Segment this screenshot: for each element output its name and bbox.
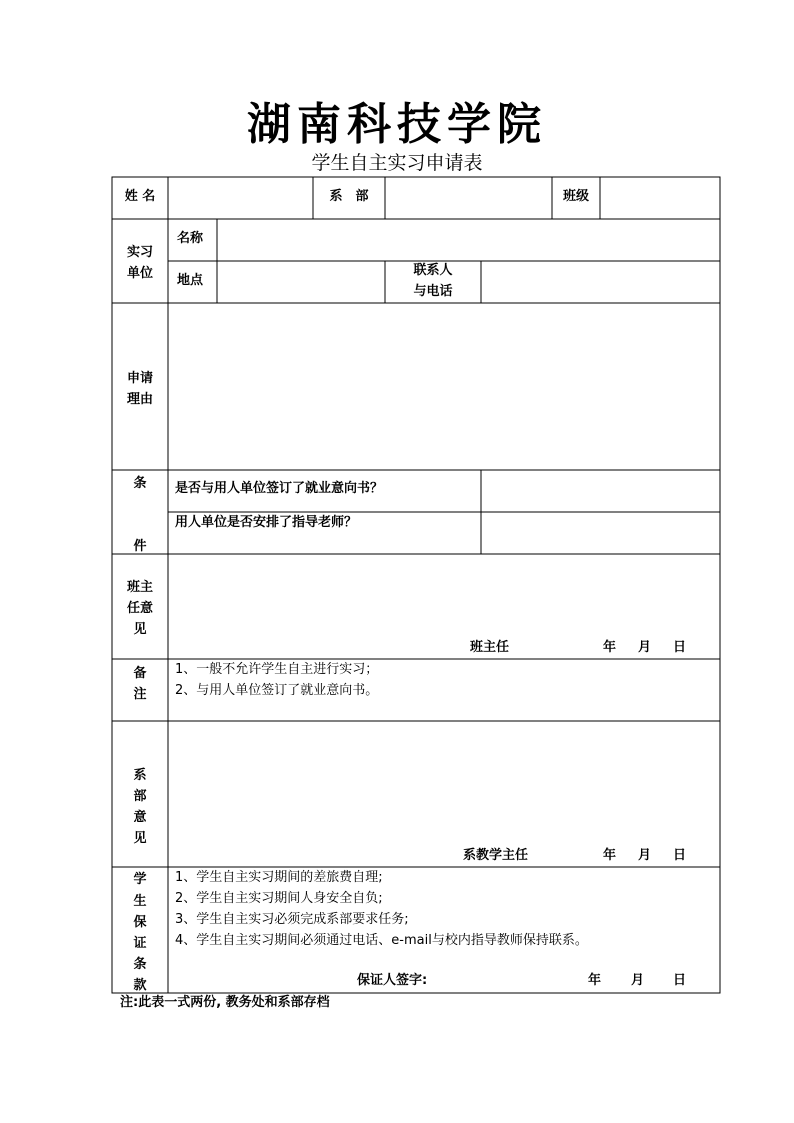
unit-location-label: 地点 [177,273,204,288]
remark-label-1: 备 [133,666,147,681]
guar-label-1: 学 [133,872,147,887]
guar-day-label: 日 [673,973,687,988]
dept-opinion-field[interactable] [169,722,719,842]
dept-field[interactable] [386,178,551,218]
class-label: 班级 [562,189,589,204]
remark-line-1: 1、一般不允许学生自主进行实习； [175,662,379,677]
teacher-sign-label: 班主任 [470,640,510,655]
footnote: 注:此表一式两份, 教务处和系部存档 [120,995,330,1010]
remark-label-2: 注 [133,687,147,702]
cond-question-1: 是否与用人单位签订了就业意向书？ [175,481,384,496]
guar-line-2: 2、学生自主实习期间人身安全自负; [175,891,383,906]
teacher-label-2: 任意 [126,601,153,616]
dept-op-label-2: 部 [133,789,147,804]
unit-label-2: 单位 [126,266,153,281]
name-label: 姓 名 [124,189,156,204]
unit-location-field[interactable] [218,262,384,302]
contact-label-1: 联系人 [413,263,453,278]
name-field[interactable] [169,178,312,218]
dept-day-label: 日 [673,848,687,863]
dept-year-label: 年 [603,848,617,863]
contact-field[interactable] [482,262,719,302]
guar-label-5: 条 [133,957,147,972]
cond-answer-1[interactable] [482,471,719,511]
dept-op-label-3: 意 [133,810,147,825]
teacher-opinion-field[interactable] [169,555,719,635]
dept-label: 系 部 [329,189,369,204]
teacher-day-label: 日 [673,640,687,655]
dept-month-label: 月 [638,848,652,863]
guar-sign-field[interactable] [440,968,570,990]
cond-label-2: 件 [133,539,147,554]
unit-name-field[interactable] [218,220,719,260]
guar-sign-label: 保证人签字: [357,973,428,988]
remark-line-2: 2、与用人单位签订了就业意向书。 [175,683,379,698]
guar-label-2: 生 [133,894,147,909]
form-title: 学生自主实习申请表 [311,152,483,174]
guar-label-3: 保 [133,915,147,930]
guar-year-label: 年 [588,973,602,988]
dept-op-label-4: 见 [133,831,147,846]
reason-label-1: 申请 [126,371,153,386]
teacher-label-3: 见 [133,622,147,637]
guar-line-3: 3、学生自主实习必须完成系部要求任务; [175,912,409,927]
guar-label-4: 证 [133,936,147,951]
dept-op-label-1: 系 [133,768,147,783]
guar-label-6: 款 [133,978,147,993]
cond-answer-2[interactable] [482,513,719,553]
reason-field[interactable] [169,304,719,469]
dept-sign-label: 系教学主任 [463,848,529,863]
cond-label-1: 条 [133,476,147,491]
class-field[interactable] [601,178,719,218]
reason-label-2: 理由 [126,392,153,407]
cond-question-2: 用人单位是否安排了指导老师？ [175,515,358,530]
contact-label-2: 与电话 [413,284,453,299]
unit-name-label: 名称 [177,231,204,246]
school-logo-text: 湖南科技学院 [247,99,547,150]
teacher-year-label: 年 [603,640,617,655]
teacher-label-1: 班主 [126,580,153,595]
guar-line-1: 1、学生自主实习期间的差旅费自理; [175,870,383,885]
guar-month-label: 月 [631,973,645,988]
guar-line-4: 4、学生自主实习期间必须通过电话、e-mail与校内指导教师保持联系。 [175,933,588,948]
teacher-month-label: 月 [638,640,652,655]
unit-label-1: 实习 [126,245,153,260]
